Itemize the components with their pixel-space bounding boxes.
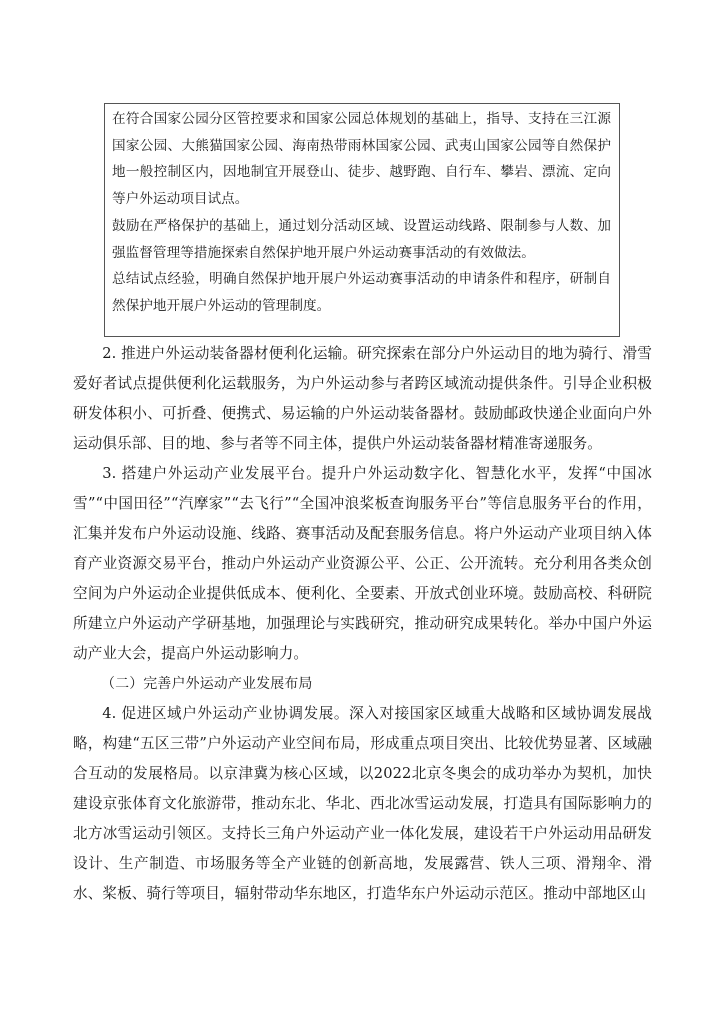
paragraph-item-2: 2. 推进户外运动装备器材便利化运输。研究探索在部分户外运动目的地为骑行、滑雪爱好者试点提供便利化运载服务，为户外运动参与者跨区域流动提供条件。引导企业积极研发体积小、可折叠、便携式、易运输的户外运动装备器材。鼓励邮政快递企业面向户外运动俱乐部、目的地、参与者等不同主体，提供户外运动装备器材精准寄递服务。 xyxy=(73,345,652,452)
box-paragraph: 在符合国家公园分区管控要求和国家公园总体规划的基础上，指导、支持在三江源国家公园、大熊猫国家公园、海南热带雨林国家公园、武夷山国家公园等自然保护地一般控制区内，因地制宜开展登山、徒步、越野跑、自行车、攀岩、漂流、定向等户外运动项目试点。 xyxy=(112,111,611,208)
paragraph-item-3: 3. 搭建户外运动产业发展平台。提升户外运动数字化、智慧化水平，发挥“中国冰雪”“中国田径”“汽摩家”“去飞行”“全国冲浪桨板查询服务平台”等信息服务平台的作用，汇集并发布户外运动设施、线路、赛事活动及配套服务信息。将户外运动产业项目纳入体育产业资源交易平台，推动户外运动产业资源公平、公正、公开流转。充分利用各类众创空间为户外运动企业提供低成本、便利化、全要素、开放式创业环境。鼓励高校、科研院所建立户外运动产学研基地，加强理论与实践研究，推动研究成果转化。举办中国户外运动产业大会，提高户外运动影响力。 xyxy=(73,465,652,662)
body-text xyxy=(73,339,652,909)
paragraph-item-4: 4. 促进区域户外运动产业协调发展。深入对接国家区域重大战略和区域协调发展战略，构建“五区三带”户外运动产业空间布局，形成重点项目突出、比较优势显著、区域融合互动的发展格局。以京津冀为核心区域，以2022北京冬奥会的成功举办为契机，加快建设京张体育文化旅游带，推动东北、华北、西北冰雪运动发展，打造具有国际影响力的北方冰雪运动引领区。支持长三角户外运动产业一体化发展，建设若干户外运动用品研发设计、生产制造、市场服务等全产业链的创新高地，发展露营、铁人三项、滑翔伞、滑水、桨板、骑行等项目，辐射带动华东地区，打造华东户外运动示范区。推动中部地区山 xyxy=(73,705,652,902)
boxed-note xyxy=(104,103,620,337)
box-paragraph: 鼓励在严格保护的基础上，通过划分活动区域、设置运动线路、限制参与人数、加强监督管理等措施探索自然保护地开展户外运动赛事活动的有效做法。 xyxy=(112,217,611,261)
section-heading: （二）完善户外运动产业发展布局 xyxy=(101,676,313,692)
box-paragraph: 总结试点经验，明确自然保护地开展户外运动赛事活动的申请条件和程序，研制自然保护地开展户外运动的管理制度。 xyxy=(112,271,611,314)
